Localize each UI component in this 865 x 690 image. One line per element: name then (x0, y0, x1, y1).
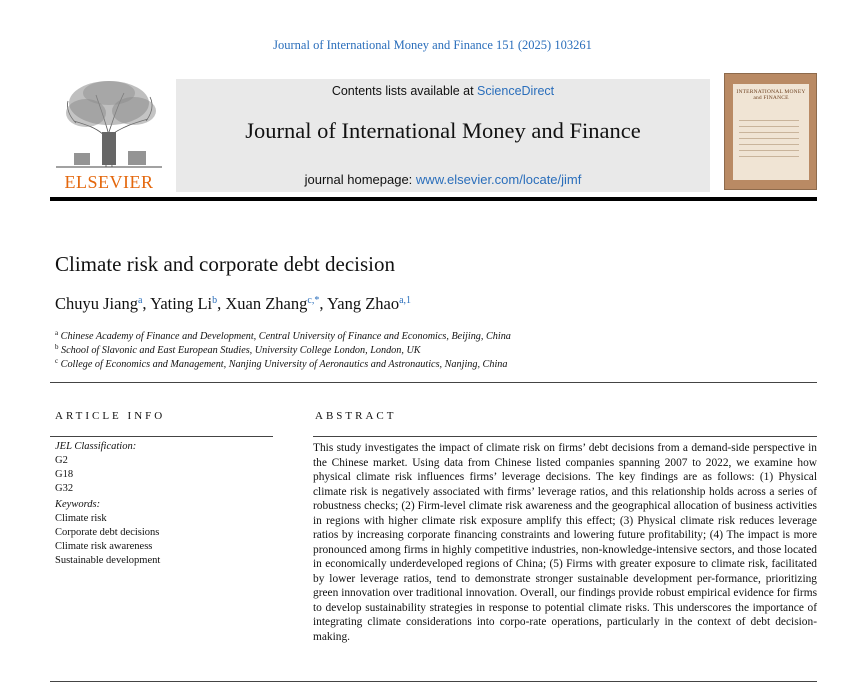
abstract-heading: ABSTRACT (315, 410, 397, 422)
keyword-item: Climate risk awareness (55, 541, 153, 552)
author-name[interactable]: Yang Zhao (326, 294, 400, 313)
author-affiliation-marker[interactable]: a,1 (399, 295, 412, 306)
contents-line (176, 84, 710, 98)
affiliation-text: College of Economics and Management, Nanjing University of Aeronautics and Astronautics, Nanjing, China (60, 359, 508, 370)
elsevier-tree-icon (56, 77, 162, 169)
elsevier-wordmark: ELSEVIER (64, 172, 154, 192)
keyword-item: Corporate debt decisions (55, 527, 160, 538)
journal-citation[interactable]: Journal of International Money and Finance 151 (2025) 103261 (273, 38, 592, 52)
homepage-line (176, 172, 710, 187)
article-info-rule (50, 436, 273, 437)
article-info-heading: ARTICLE INFO (55, 410, 166, 422)
abstract-body: This study investigates the impact of climate risk on firms’ debt decisions from a demand-side perspective in the Chinese market. Using data from Chinese listed companies spanning 2007 to 2022, we examine how physical climate risk influences firms’ leverage decisions. The key findings are as follows: (1) Physical climate risk is negatively associated with firms’ leverage ratios, and this relationship holds across a series of robustness checks; (2) Firm-level climate risk awareness and the geographical allocation of business activities in regions with higher climate risk exposure amplify this effect; (3) Physical climate risk reduces leverage ratios by increasing corporate financing constraints and lowering future profitability; (4) The impact is more pronounced among firms in highly competitive industries, non-knowledge-intensive sectors, and those located in economically underdeveloped regions of China; (5) Firms with greater exposure to climate risk, facilitated by lower leverage ratios, tend to demonstrate stronger sustainable development per-formance, prioritizing green innovation over traditional innovation. Overall, our findings provide robust empirical evidence for firms to develop sustainability strategies in response to potential climate risks. This underscores the importance of integrating climate considerations into corpo-rate operations, particularly in the context of debt decision-making. (313, 442, 817, 643)
keyword-item: Sustainable development (55, 555, 161, 566)
keyword-item: Climate risk (55, 513, 107, 524)
journal-homepage-link[interactable]: www.elsevier.com/locate/jimf (415, 172, 582, 187)
abstract-rule (313, 436, 817, 437)
elsevier-logo[interactable] (50, 77, 168, 195)
affiliation (55, 329, 511, 342)
contents-prefix: Contents lists available at (331, 84, 478, 98)
affiliation-label: c (55, 357, 59, 365)
affiliation (55, 343, 421, 356)
journal-title[interactable]: Journal of International Money and Finance (245, 118, 641, 143)
affiliation-text: Chinese Academy of Finance and Development, Central University of Finance and Economics, Beijing, China (60, 331, 511, 342)
jel-code: G18 (55, 469, 74, 480)
cover-title: INTERNATIONAL MONEY and FINANCE (736, 89, 806, 101)
author-affiliation-marker[interactable]: a (137, 295, 143, 306)
author-name[interactable]: Yating Li (150, 294, 213, 313)
journal-cover-thumbnail[interactable] (724, 73, 817, 190)
keywords-label: Keywords: (55, 499, 101, 510)
author-name[interactable]: Chuyu Jiang (55, 294, 138, 313)
sciencedirect-link[interactable]: ScienceDirect (477, 84, 555, 98)
affiliation-text: School of Slavonic and East European Studies, University College London, London, UK (61, 345, 421, 356)
author-name[interactable]: Xuan Zhang (225, 294, 308, 313)
affiliation (55, 357, 507, 370)
affiliation-label: b (55, 343, 59, 351)
jel-classification-label: JEL Classification: (55, 441, 137, 452)
footer-divider (50, 681, 817, 682)
article-title: Climate risk and corporate debt decision (55, 252, 395, 276)
affiliation-label: a (55, 329, 59, 337)
author-list: Chuyu Jiang$^a$, Yating Li$^b$, Xuan Zhang$^{c,*}$, Yang Zhao$^{a,1}$ (55, 294, 412, 313)
section-divider (50, 382, 817, 383)
cover-decoration (739, 120, 799, 162)
homepage-prefix: journal homepage: (304, 172, 416, 187)
jel-code: G32 (55, 483, 74, 494)
author-affiliation-marker[interactable]: c,* (307, 295, 320, 306)
header-divider (50, 197, 817, 201)
jel-code: G2 (55, 455, 68, 466)
author-affiliation-marker[interactable]: b (212, 295, 218, 306)
